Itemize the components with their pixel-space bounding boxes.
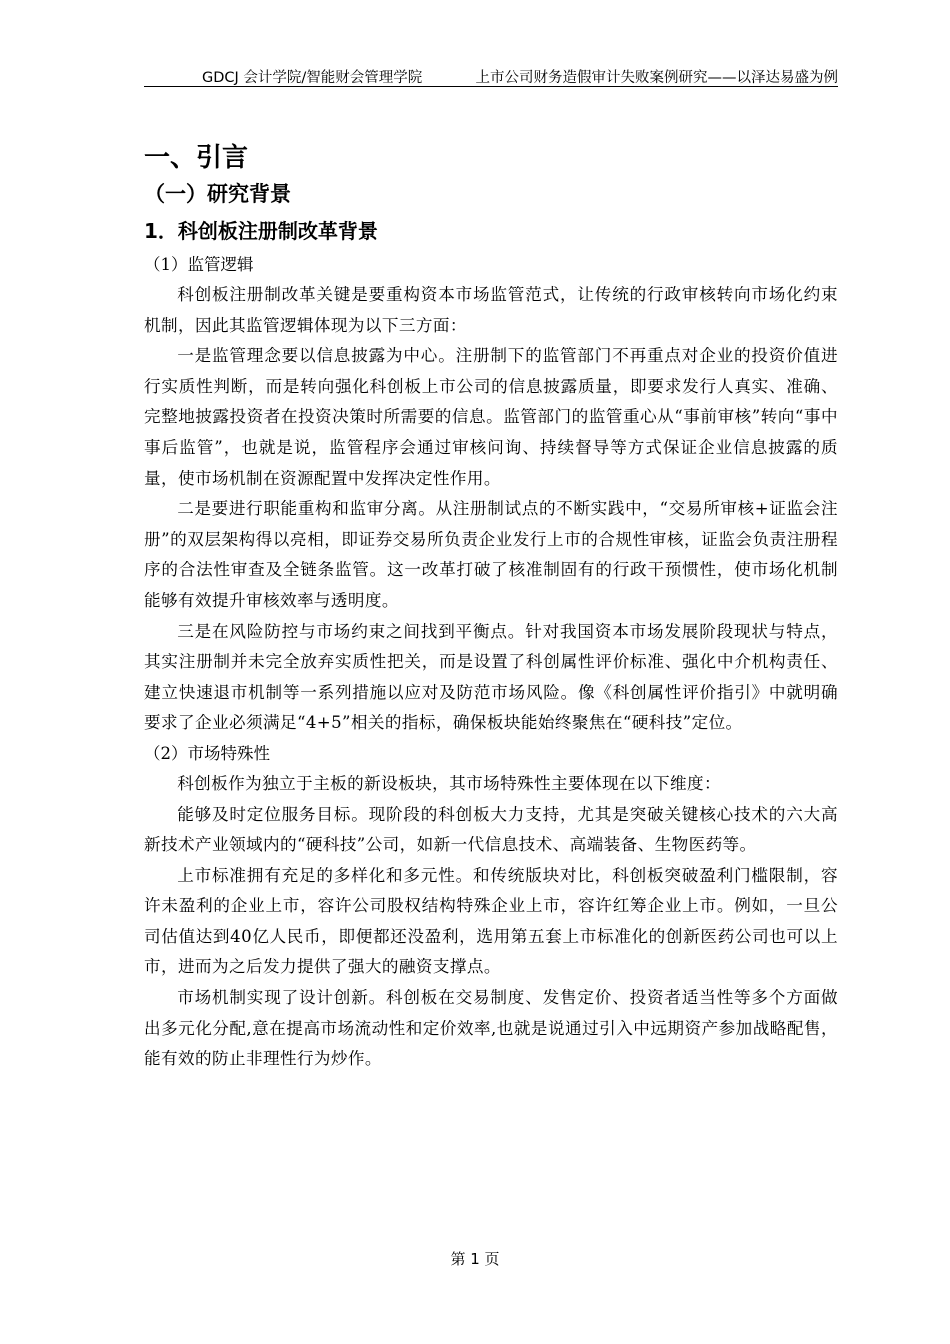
header-right-text: 上市公司财务造假审计失败案例研究——以泽达易盛为例	[475, 70, 838, 86]
paragraph: 科创板作为独立于主板的新设板块，其市场特殊性主要体现在以下维度：	[177, 773, 721, 793]
paragraph: 科创板注册制改革关键是要重构资本市场监管范式，让传统的行政审核转向市场化约束机制，因此其监管逻辑体现为以下三方面：	[144, 285, 838, 335]
page-number: 第 1 页	[450, 1250, 500, 1268]
subsection-heading: 1．科创板注册制改革背景	[144, 219, 378, 243]
running-header	[144, 62, 838, 86]
paragraph: 市场机制实现了设计创新。科创板在交易制度、发售定价、投资者适当性等多个方面做出多元化分配,意在提高市场流动性和定价效率,也就是说通过引入中远期资产参加战略配售，能有效的防止非理性行为炒作。	[144, 988, 838, 1069]
paragraph: 上市标准拥有充足的多样化和多元性。和传统版块对比，科创板突破盈利门槛限制，容许未盈利的企业上市，容许公司股权结构特殊企业上市，容许红筹企业上市。例如，一旦公司估值达到40亿人民币，即便都还没盈利，选用第五套上市标准化的创新医药公司也可以上市，进而为之后发力提供了强大的融资支撑点。	[144, 865, 838, 977]
header-left-text: GDCJ 会计学院/智能财会管理学院	[202, 70, 423, 86]
header-divider	[144, 86, 838, 87]
paragraph: 一是监管理念要以信息披露为中心。注册制下的监管部门不再重点对企业的投资价值进行实质性判断，而是转向强化科创板上市公司的信息披露质量，即要求发行人真实、准确、完整地披露投资者在投资决策时所需要的信息。监管部门的监管重心从“事前审核”转向“事中事后监管”，也就是说，监管程序会通过审核问询、持续督导等方式保证企业信息披露的质量，使市场机制在资源配置中发挥决定性作用。	[144, 346, 838, 488]
section-heading: （一）研究背景	[144, 182, 291, 206]
paragraph: 三是在风险防控与市场约束之间找到平衡点。针对我国资本市场发展阶段现状与特点，其实注册制并未完全放弃实质性把关，而是设置了科创属性评价标准、强化中介机构责任、建立快速退市机制等一系列措施以应对及防范市场风险。像《科创属性评价指引》中就明确要求了企业必须满足“4+5”相关的指标，确保板块能始终聚焦在“硬科技”定位。	[144, 621, 838, 733]
paragraph: 能够及时定位服务目标。现阶段的科创板大力支持，尤其是突破关键核心技术的六大高新技术产业领域内的“硬科技”公司，如新一代信息技术、高端装备、生物医药等。	[144, 804, 838, 855]
chapter-heading: 一、引言	[144, 143, 249, 173]
page-body	[144, 140, 838, 1075]
paragraph: 二是要进行职能重构和监审分离。从注册制试点的不断实践中，“交易所审核+证监会注册”的双层架构得以亮相，即证券交易所负责企业发行上市的合规性审核，证监会负责注册程序的合法性审查及全链条监管。这一改革打破了核准制固有的行政干预惯性，使市场化机制能够有效提升审核效率与透明度。	[144, 499, 838, 610]
sub-subsection-heading-market-specificity: （2）市场特殊性	[144, 743, 270, 763]
sub-subsection-heading-regulatory-logic: （1）监管逻辑	[144, 255, 254, 274]
